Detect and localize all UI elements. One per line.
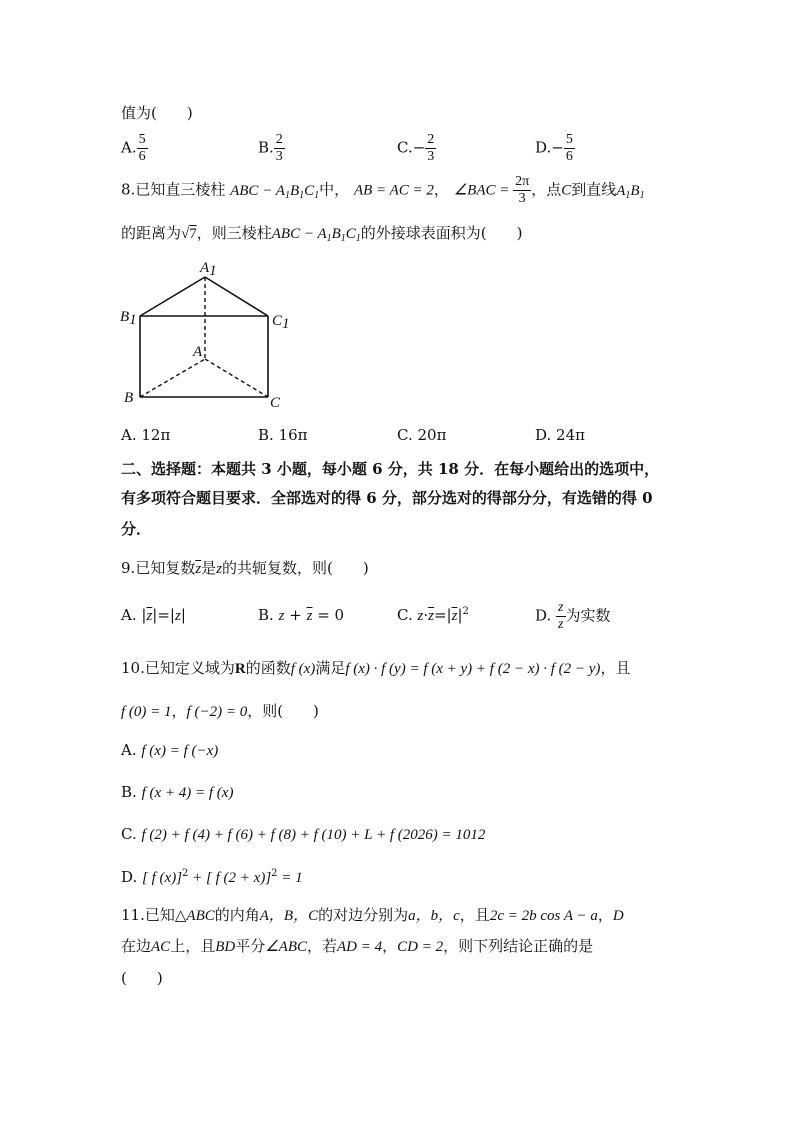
q8-text: 到直线 bbox=[571, 180, 617, 199]
question-number: 10. bbox=[121, 659, 145, 677]
fraction-denominator: 6 bbox=[565, 149, 573, 164]
label-b1: B1 bbox=[120, 309, 137, 328]
q8-text: ， bbox=[433, 180, 449, 199]
q9-option-d: D. $\frac{z}{z}$ 为实数 bbox=[535, 600, 611, 632]
z-conjugate: $\overline{z}$ bbox=[195, 561, 202, 577]
q9-option-c: C. $z\cdot\overline{z}=|\overline{z}|^2$ bbox=[397, 606, 469, 624]
option-fraction bbox=[564, 132, 575, 165]
edge-ac-hidden bbox=[205, 359, 268, 397]
q9-text: 是 bbox=[201, 559, 217, 577]
q8-text: ，点 bbox=[531, 180, 562, 199]
option-fraction bbox=[425, 132, 436, 165]
q8-option-a: A. 12π bbox=[121, 426, 171, 444]
fraction-denominator: 3 bbox=[427, 149, 435, 164]
label-c1: C1 bbox=[272, 313, 290, 332]
q8-line-2 bbox=[121, 222, 523, 244]
z-var: z bbox=[216, 561, 223, 577]
fraction-numerator: 5 bbox=[565, 132, 573, 147]
section2-line-3: 分． bbox=[121, 520, 152, 538]
section2-line-1: 二、选择题：本题共 3 小题，每小题 6 分，共 18 分．在每小题给出的选项中， bbox=[121, 460, 660, 478]
option-label: D. bbox=[535, 138, 552, 157]
q9-text: 已知复数 bbox=[135, 559, 196, 577]
functional-equation: f (x) · f (y) = f (x + y) + f (2 − x) · f (2 − y) bbox=[345, 661, 601, 677]
q7-tail-text: 值为( ) bbox=[121, 104, 193, 122]
option-label: A. bbox=[121, 138, 137, 157]
q11-stem-line-1: 11.已知△ABC的内角A，B，C的对边分别为a，b，c，且2c = 2b cos A − a，D bbox=[121, 906, 624, 924]
fraction-numerator: 2 bbox=[275, 132, 283, 147]
question-number: 11. bbox=[121, 906, 145, 924]
q7-option-d bbox=[535, 132, 575, 165]
q10-option-b: B. f (x + 4) = f (x) bbox=[121, 783, 234, 801]
line-a1b1: $A_1B_1$ bbox=[616, 182, 645, 201]
q7-option-b bbox=[258, 132, 285, 165]
z-over-zbar: $\frac{z}{z}$ bbox=[558, 600, 564, 632]
option-fraction bbox=[137, 132, 148, 165]
sqrt-expression: √7 bbox=[181, 226, 197, 242]
option-fraction bbox=[274, 132, 285, 165]
label-c: C bbox=[270, 395, 281, 410]
q7-option-c bbox=[397, 132, 436, 165]
q8-option-b: B. 16π bbox=[258, 426, 308, 444]
q8-text: ，则三棱柱 bbox=[196, 224, 272, 242]
q10-option-a: A. f (x) = f (−x) bbox=[121, 741, 219, 759]
q8-text: 的距离为 bbox=[121, 224, 182, 242]
q10-option-c: C. f (2) + f (4) + f (6) + f (8) + f (10) + L + f (2026) = 1012 bbox=[121, 825, 486, 843]
q11-equation: 2c = 2b cos A − a bbox=[489, 908, 598, 924]
point-c: C bbox=[561, 182, 572, 199]
q9-option-a: A. $|\overline{z}|=|z|$ bbox=[121, 606, 186, 624]
q10-stem-line-1: 10.已知定义域为R的函数f (x)满足f (x) · f (y) = f (x + y) + f (2 − x) · f (2 − y)，且 bbox=[121, 659, 631, 677]
prism-name: ABC − $A_1B_1C_1$ bbox=[230, 182, 320, 201]
q9-text: 的共轭复数，则( ) bbox=[222, 559, 369, 577]
fraction-denominator: 6 bbox=[138, 149, 146, 164]
label-b: B bbox=[124, 390, 134, 406]
prism-name: ABC − $A_1B_1C_1$ bbox=[271, 226, 361, 244]
label-a: A bbox=[193, 344, 203, 360]
fraction-denominator: 3 bbox=[275, 149, 283, 164]
q9-option-b: B. $z + \overline{z} = 0$ bbox=[258, 606, 345, 624]
option-label: B. bbox=[258, 138, 274, 157]
q8-equation: AB = AC = 2 bbox=[353, 182, 434, 199]
edge-b1a1 bbox=[140, 277, 205, 316]
section2-line-2: 有多项符合题目要求．全部选对的得 6 分，部分选对的得部分分，有选错的得 0 bbox=[121, 489, 653, 507]
q11-answer-blank: ( ) bbox=[121, 969, 163, 987]
edge-a1c1 bbox=[205, 277, 268, 316]
real-set: R bbox=[234, 661, 246, 677]
q8-option-d: D. 24π bbox=[535, 426, 585, 444]
q10-option-d: D. [ f (x)]$^2$ + [ f (2 + x)]$^2$ = 1 bbox=[121, 868, 303, 886]
q7-option-a bbox=[121, 132, 148, 165]
q8-text: 中， bbox=[319, 180, 350, 199]
q8-angle: ∠BAC = bbox=[453, 182, 514, 199]
option-sign: − bbox=[551, 138, 564, 157]
q8-text: 的外接球表面积为( ) bbox=[360, 224, 523, 242]
question-number: 9. bbox=[121, 559, 136, 577]
q10-stem-line-2: f (0) = 1，f (−2) = 0，则( ) bbox=[121, 702, 319, 720]
fraction-numerator: 5 bbox=[138, 132, 146, 147]
question-number: 8. bbox=[121, 180, 136, 199]
q8-line-1 bbox=[121, 174, 645, 207]
q8-text: 已知直三棱柱 bbox=[135, 180, 226, 199]
q11-stem-line-2: 在边AC上，且BD平分∠ABC，若AD = 4，CD = 2，则下列结论正确的是 bbox=[121, 937, 594, 955]
q9-stem bbox=[121, 557, 369, 578]
option-sign: − bbox=[412, 138, 426, 157]
label-a1: A1 bbox=[200, 260, 217, 279]
edge-ba-hidden bbox=[140, 359, 205, 397]
q8-option-c: C. 20π bbox=[397, 426, 447, 444]
fraction-numerator: 2 bbox=[427, 132, 435, 147]
option-label: C. bbox=[397, 138, 413, 157]
prism-figure bbox=[115, 255, 300, 410]
angle-fraction: $\frac{2\pi}{3}$ bbox=[515, 174, 530, 206]
